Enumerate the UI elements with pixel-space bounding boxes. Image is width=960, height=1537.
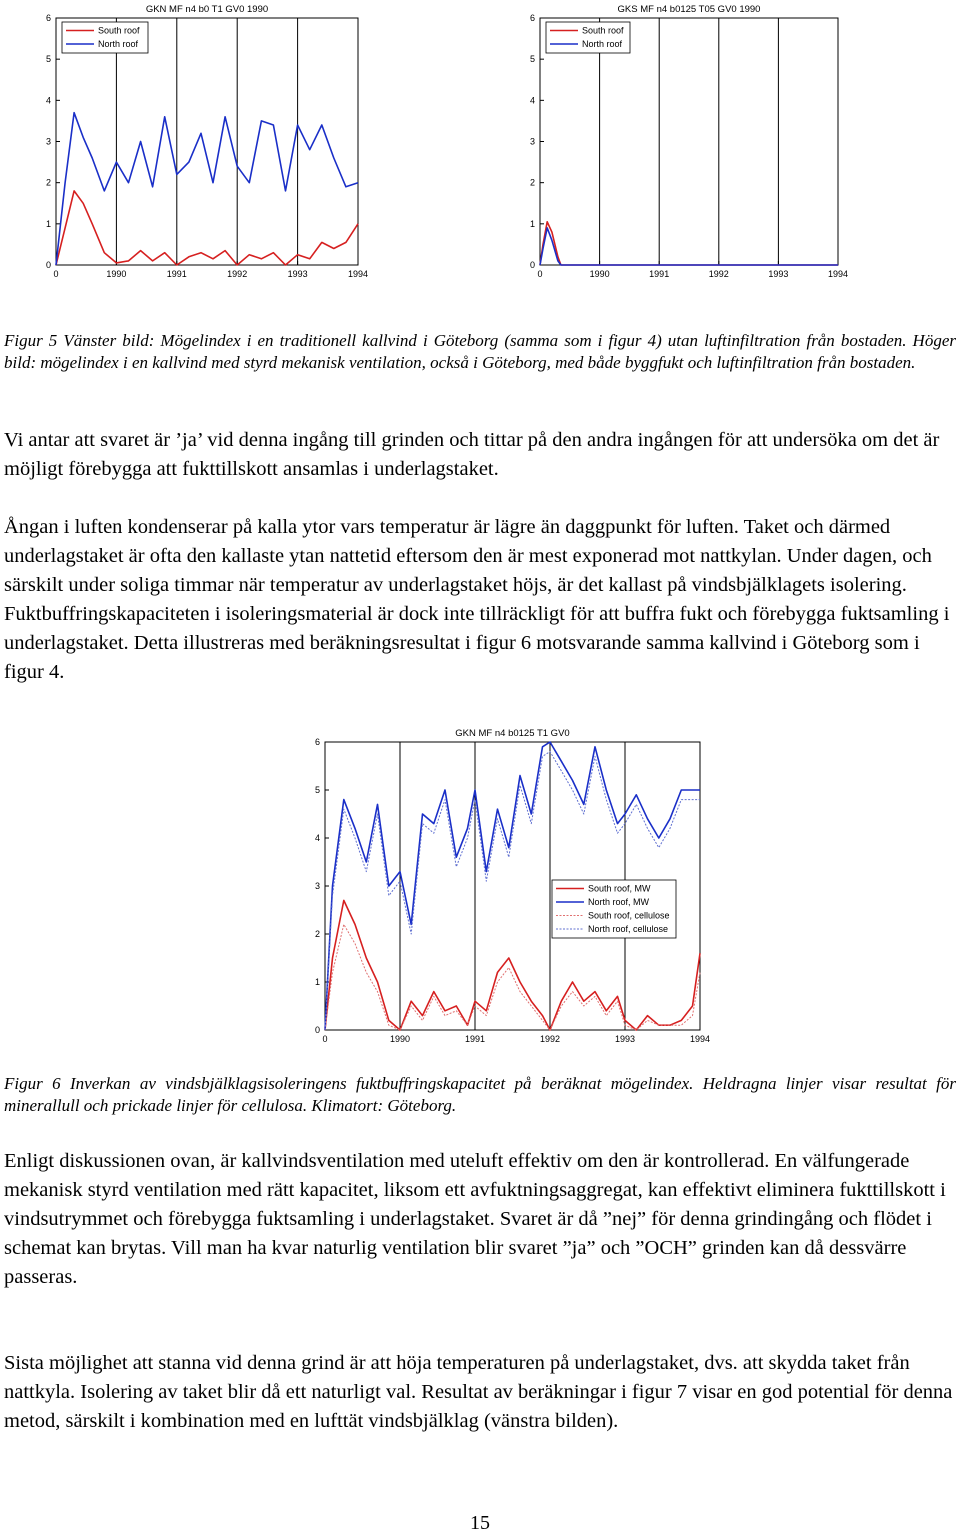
x-tick-label: 1992 — [708, 269, 729, 279]
x-tick-label: 1990 — [106, 269, 127, 279]
y-tick-label: 1 — [529, 218, 535, 229]
y-tick-label: 1 — [314, 977, 320, 987]
plot-frame — [540, 18, 838, 265]
x-tick-label: 1991 — [464, 1034, 486, 1044]
y-tick-label: 6 — [314, 737, 320, 747]
y-tick-label: 0 — [45, 260, 51, 270]
legend-label: North roof, cellulose — [588, 924, 669, 934]
y-tick-label: 2 — [529, 177, 535, 188]
figure5-right-chart — [500, 0, 860, 290]
x-tick-label: 1993 — [768, 269, 789, 279]
x-tick-label: 1992 — [227, 269, 248, 279]
x-tick-label: 1993 — [614, 1034, 636, 1044]
x-tick-label: 1994 — [347, 269, 369, 279]
figure5-caption: Figur 5 Vänster bild: Mögelindex i en traditionell kallvind i Göteborg (samma som i figur 4) utan luftinfiltration från bostaden. Höger bild: mögelindex i en kallvind med styrd mekanisk ventilation, också i Göteborg, med både byggfukt och luftinfiltration från bostaden. — [4, 331, 956, 372]
figure6-chart — [300, 720, 720, 1060]
x-tick-label: 0 — [537, 269, 543, 279]
legend-label: North roof — [98, 39, 139, 49]
figure5-left-chart — [0, 0, 380, 290]
y-tick-label: 3 — [529, 136, 535, 147]
x-tick-label: 1990 — [589, 269, 610, 279]
x-tick-label: 1990 — [389, 1034, 411, 1044]
paragraph-condensation: Ångan i luften kondenserar på kalla ytor vars temperatur är lägre än daggpunkt för luften. Taket och därmed underlagstaket är ofta den kallaste ytan nattetid eftersom den är mest exponerad mot nattkylan. Under dagen, och särskilt under soliga timmar när temperatur av underlagstaket höjs, är det kallast på vindsbjälklagets isolering. Fuktbuffringskapaciteten i isoleringsmaterial är dock inte tillräckligt för att buffra fukt och förebygga fuktsamling i underlagstaket. Detta illustreras med beräkningsresultat i figur 6 motsvarande samma kallvind i Göteborg som i figur 4. — [4, 516, 950, 683]
y-tick-label: 2 — [45, 177, 51, 188]
legend-label: South roof, cellulose — [588, 910, 670, 921]
x-tick-label: 0 — [53, 269, 59, 279]
y-tick-label: 5 — [529, 54, 535, 65]
y-tick-label: 5 — [45, 54, 51, 65]
plot-frame — [56, 18, 358, 265]
page-number: 15 — [470, 1512, 490, 1534]
legend-label: North roof — [582, 39, 623, 49]
y-tick-label: 4 — [529, 95, 535, 106]
y-tick-label: 0 — [314, 1025, 320, 1035]
y-tick-label: 6 — [529, 13, 535, 23]
y-tick-label: 3 — [45, 136, 51, 147]
x-tick-label: 1993 — [287, 269, 308, 279]
y-tick-label: 4 — [314, 833, 320, 843]
chart-title: GKN MF n4 b0125 T1 GV0 — [455, 728, 570, 739]
y-tick-label: 0 — [529, 260, 535, 270]
x-tick-label: 1994 — [689, 1034, 711, 1044]
y-tick-label: 1 — [45, 218, 51, 229]
chart-title: GKS MF n4 b0125 T05 GV0 1990 — [617, 4, 761, 15]
y-tick-label: 4 — [45, 95, 51, 106]
x-tick-label: 1991 — [166, 269, 187, 279]
x-tick-label: 1991 — [649, 269, 670, 279]
legend-label: South roof — [582, 25, 624, 36]
y-tick-label: 5 — [314, 785, 320, 795]
figure6-caption: Figur 6 Inverkan av vindsbjälklagsisoleringens fuktbuffringskapacitet på beräknat mögelindex. Heldragna linjer visar resultat för minerallull och prickade linjer för cellulosa. Klimatort: Göteborg. — [4, 1074, 956, 1115]
x-tick-label: 0 — [322, 1034, 328, 1044]
paragraph-ventilation: Enligt diskussionen ovan, är kallvindsventilation med uteluft effektiv om den är kontrollerad. En välfungerade mekanisk styrd ventilation med rätt kapacitet, liksom ett avfuktningsaggregat, kan effektivt eliminera fukttillskott i vindsutrymmet och förebygga fuktsamling i underlagstaket. Svaret är då ”nej” för denna grindingång och flödet i schemat kan brytas. Vill man ha kvar naturlig ventilation blir svaret ”ja” och ”OCH” grinden kan då dessvärre passeras. — [4, 1150, 946, 1288]
y-tick-label: 6 — [45, 13, 51, 23]
y-tick-label: 3 — [314, 881, 320, 891]
x-tick-label: 1994 — [827, 269, 849, 279]
paragraph-answer-yes: Vi antar att svaret är ’ja’ vid denna ingång till grinden och tittar på den andra ingången för att undersöka om det är möjligt förebygga att fukttillskott ansamlas i underlagstaket. — [4, 429, 940, 480]
chart-title: GKN MF n4 b0 T1 GV0 1990 — [145, 4, 269, 15]
legend-label: North roof, MW — [588, 897, 650, 907]
legend-label: South roof — [98, 25, 140, 36]
legend-label: South roof, MW — [588, 883, 651, 894]
x-tick-label: 1992 — [539, 1034, 561, 1044]
y-tick-label: 2 — [314, 929, 320, 939]
paragraph-last-possibility: Sista möjlighet att stanna vid denna grind är att höja temperaturen på underlagstaket, dvs. att skydda taket från nattkyla. Isolering av taket blir då ett naturligt val. Resultat av beräkningar i figur 7 visar en god potential för denna metod, särskilt i kombination med en lufttät vindsbjälklag (vänstra bilden). — [4, 1352, 953, 1432]
